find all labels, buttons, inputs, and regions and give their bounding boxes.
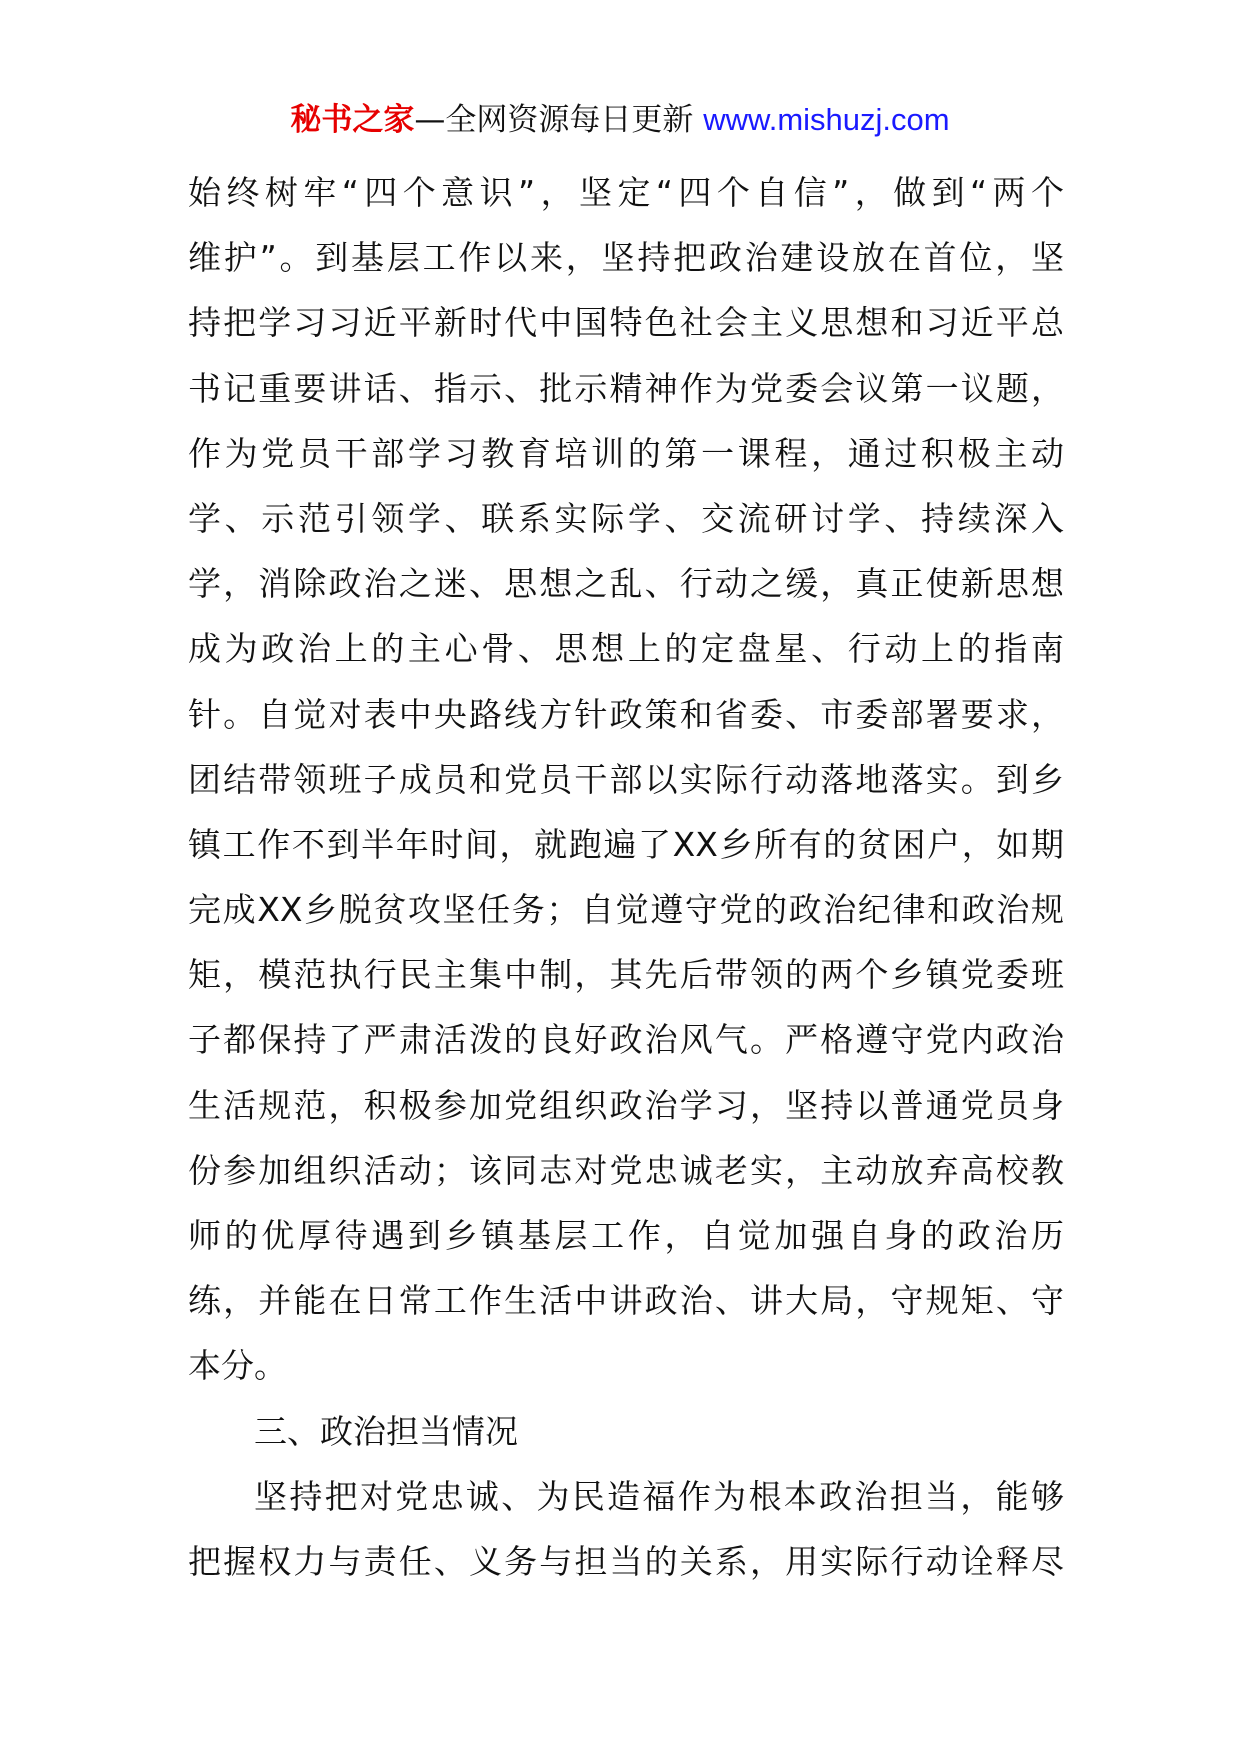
- body-line: 针。自觉对表中央路线方针政策和省委、市委部署要求，: [188, 694, 1064, 734]
- document-body: [188, 160, 1064, 1594]
- body-line: 团结带领班子成员和党员干部以实际行动落地落实。到乡: [188, 759, 1064, 799]
- body-line: 师的优厚待遇到乡镇基层工作，自觉加强自身的政治历: [188, 1216, 1064, 1255]
- paragraph-line: 把握权力与责任、义务与担当的关系，用实际行动诠释尽: [188, 1541, 1064, 1581]
- body-line: 始终树牢“四个意识”，坚定“四个自信”，做到“两个: [188, 173, 1064, 212]
- paragraph-line: 坚持把对党忠诚、为民造福作为根本政治担当，能够: [254, 1476, 1064, 1516]
- body-line: 本分。: [188, 1346, 287, 1386]
- body-line: 镇工作不到半年时间，就跑遍了XX乡所有的贫困户，如期: [188, 824, 1064, 864]
- body-line: 生活规范，积极参加党组织政治学习，坚持以普通党员身: [188, 1085, 1064, 1125]
- body-line: 完成XX乡脱贫攻坚任务；自觉遵守党的政治纪律和政治规: [188, 890, 1064, 930]
- body-line: 持把学习习近平新时代中国特色社会主义思想和习近平总: [188, 303, 1064, 343]
- body-line: 学、示范引领学、联系实际学、交流研讨学、持续深入: [188, 498, 1064, 538]
- body-line: 作为党员干部学习教育培训的第一课程，通过积极主动: [188, 433, 1064, 473]
- body-line: 矩，模范执行民主集中制，其先后带领的两个乡镇党委班: [188, 955, 1064, 995]
- body-line: 成为政治上的主心骨、思想上的定盘星、行动上的指南: [188, 629, 1064, 669]
- site-url-link[interactable]: www.mishuzj.com: [703, 102, 950, 137]
- body-line: 子都保持了严肃活泼的良好政治风气。严格遵守党内政治: [188, 1020, 1064, 1060]
- body-line: 练，并能在日常工作生活中讲政治、讲大局，守规矩、守: [188, 1281, 1064, 1321]
- page-header: [0, 100, 1240, 140]
- body-line: 维护”。到基层工作以来，坚持把政治建设放在首位，坚: [188, 238, 1064, 278]
- body-line: 学，消除政治之迷、思想之乱、行动之缓，真正使新思想: [188, 564, 1064, 604]
- brand-name: 秘书之家: [290, 102, 415, 138]
- header-tagline: —全网资源每日更新: [414, 102, 694, 138]
- section-heading: 三、政治担当情况: [254, 1411, 518, 1451]
- body-line: 书记重要讲话、指示、批示精神作为党委会议第一议题，: [188, 368, 1064, 408]
- body-line: 份参加组织活动；该同志对党忠诚老实，主动放弃高校教: [188, 1150, 1064, 1190]
